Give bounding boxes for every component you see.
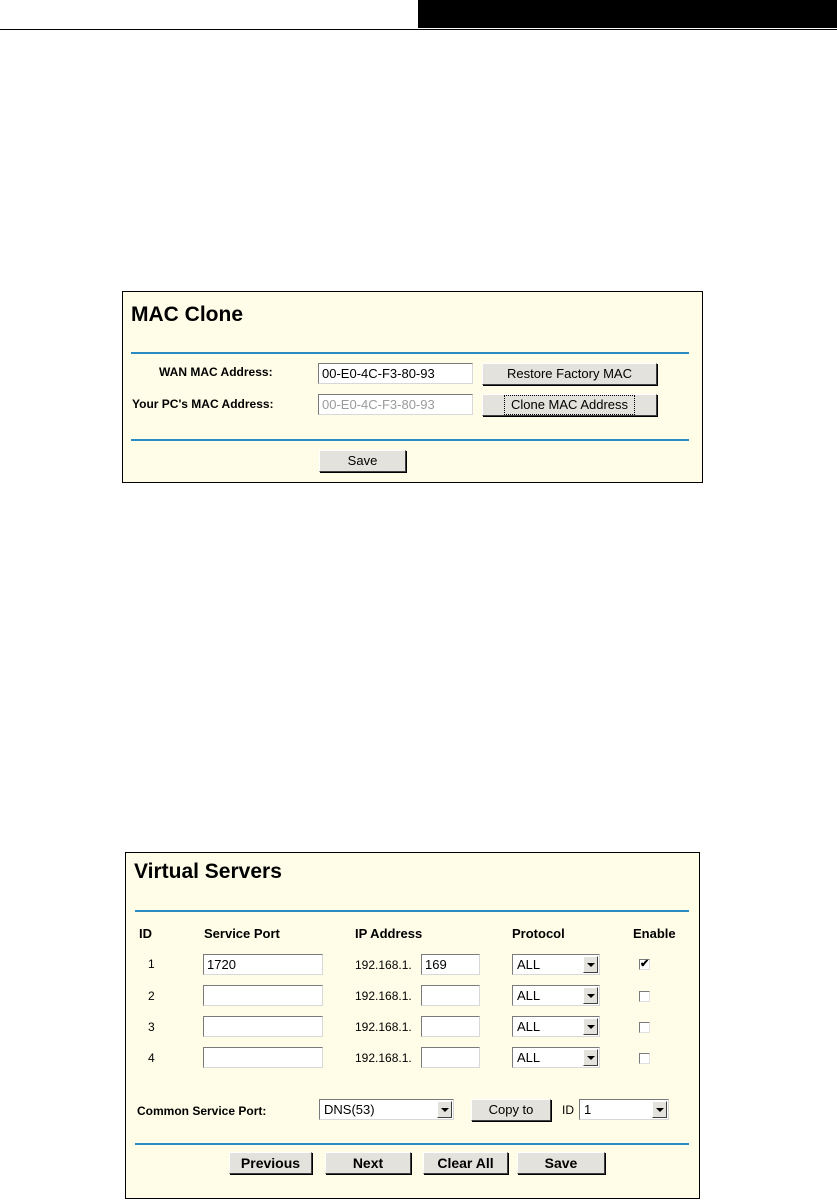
common-service-port-label: Common Service Port:: [137, 1104, 267, 1118]
pc-mac-input: 00-E0-4C-F3-80-93: [318, 394, 473, 415]
enable-checkbox[interactable]: [639, 1053, 650, 1064]
protocol-select[interactable]: [512, 954, 600, 975]
virtual-servers-bottom-rule: [135, 1143, 689, 1145]
protocol-value: ALL: [517, 957, 541, 972]
virtual-servers-top-rule: [135, 910, 689, 912]
chevron-down-icon: [652, 1101, 667, 1118]
col-header-service-port: Service Port: [204, 926, 280, 941]
service-port-input[interactable]: [203, 1047, 323, 1068]
mac-clone-save-label: Save: [347, 453, 378, 468]
enable-checkbox[interactable]: ✔: [640, 958, 650, 970]
chevron-down-icon: [583, 1018, 598, 1035]
chevron-down-icon: [583, 956, 598, 973]
protocol-value: ALL: [517, 1019, 541, 1034]
chevron-down-icon: [583, 1049, 598, 1066]
common-service-port-select[interactable]: [319, 1099, 454, 1120]
protocol-select[interactable]: [512, 1047, 600, 1068]
service-port-input[interactable]: [203, 985, 323, 1006]
wan-mac-input[interactable]: 00-E0-4C-F3-80-93: [318, 363, 473, 384]
previous-label: Previous: [240, 1155, 301, 1171]
col-header-ip-address: IP Address: [355, 926, 423, 941]
page-header-rule: [0, 29, 837, 30]
ip-suffix-input[interactable]: 169: [421, 954, 480, 975]
previous-button[interactable]: [229, 1152, 312, 1174]
virtual-servers-panel: [125, 852, 700, 1199]
id-label: ID: [562, 1103, 574, 1117]
row-id: 4: [148, 1051, 155, 1065]
ip-suffix-input[interactable]: [421, 1047, 480, 1068]
restore-factory-mac-label: Restore Factory MAC: [507, 366, 632, 381]
clone-mac-address-label: Clone MAC Address: [504, 395, 635, 415]
copy-to-label: Copy to: [488, 1102, 534, 1117]
page-header-bar: [418, 0, 837, 28]
next-button[interactable]: [325, 1152, 411, 1174]
mac-clone-bottom-rule: [131, 439, 689, 441]
col-header-enable: Enable: [633, 926, 676, 941]
mac-clone-top-rule: [131, 352, 689, 354]
row-id: 3: [148, 1020, 155, 1034]
next-label: Next: [352, 1155, 384, 1171]
chevron-down-icon: [583, 987, 598, 1004]
mac-clone-save-button[interactable]: [319, 450, 406, 472]
copy-to-button[interactable]: [471, 1099, 551, 1121]
enable-checkbox[interactable]: [639, 991, 650, 1002]
service-port-input[interactable]: 1720: [203, 954, 323, 975]
ip-suffix-input[interactable]: [421, 1016, 480, 1037]
restore-factory-mac-button[interactable]: [482, 363, 657, 385]
save-button[interactable]: [517, 1152, 605, 1174]
col-header-id: ID: [139, 926, 152, 941]
col-header-protocol: Protocol: [512, 926, 565, 941]
pc-mac-label: Your PC's MAC Address:: [132, 397, 274, 411]
clear-all-label: Clear All: [437, 1155, 494, 1171]
save-label: Save: [544, 1155, 578, 1171]
protocol-select[interactable]: [512, 1016, 600, 1037]
ip-prefix: 192.168.1.: [355, 958, 412, 972]
ip-prefix: 192.168.1.: [355, 1020, 412, 1034]
row-id: 1: [148, 957, 155, 971]
clear-all-button[interactable]: [423, 1152, 508, 1174]
common-service-port-value: DNS(53): [324, 1102, 375, 1117]
copy-id-select[interactable]: [579, 1099, 669, 1120]
service-port-input[interactable]: [203, 1016, 323, 1037]
virtual-servers-title: Virtual Servers: [134, 860, 282, 883]
mac-clone-title: MAC Clone: [131, 303, 243, 326]
ip-suffix-input[interactable]: [421, 985, 480, 1006]
wan-mac-label: WAN MAC Address:: [159, 365, 273, 379]
row-id: 2: [148, 989, 155, 1003]
mac-clone-panel: [122, 291, 703, 483]
protocol-value: ALL: [517, 1050, 541, 1065]
protocol-select[interactable]: [512, 985, 600, 1006]
copy-id-value: 1: [584, 1102, 592, 1117]
enable-checkbox[interactable]: [639, 1022, 650, 1033]
clone-mac-address-button[interactable]: [482, 394, 657, 416]
chevron-down-icon: [437, 1101, 452, 1118]
protocol-value: ALL: [517, 988, 541, 1003]
ip-prefix: 192.168.1.: [355, 1051, 412, 1065]
ip-prefix: 192.168.1.: [355, 989, 412, 1003]
